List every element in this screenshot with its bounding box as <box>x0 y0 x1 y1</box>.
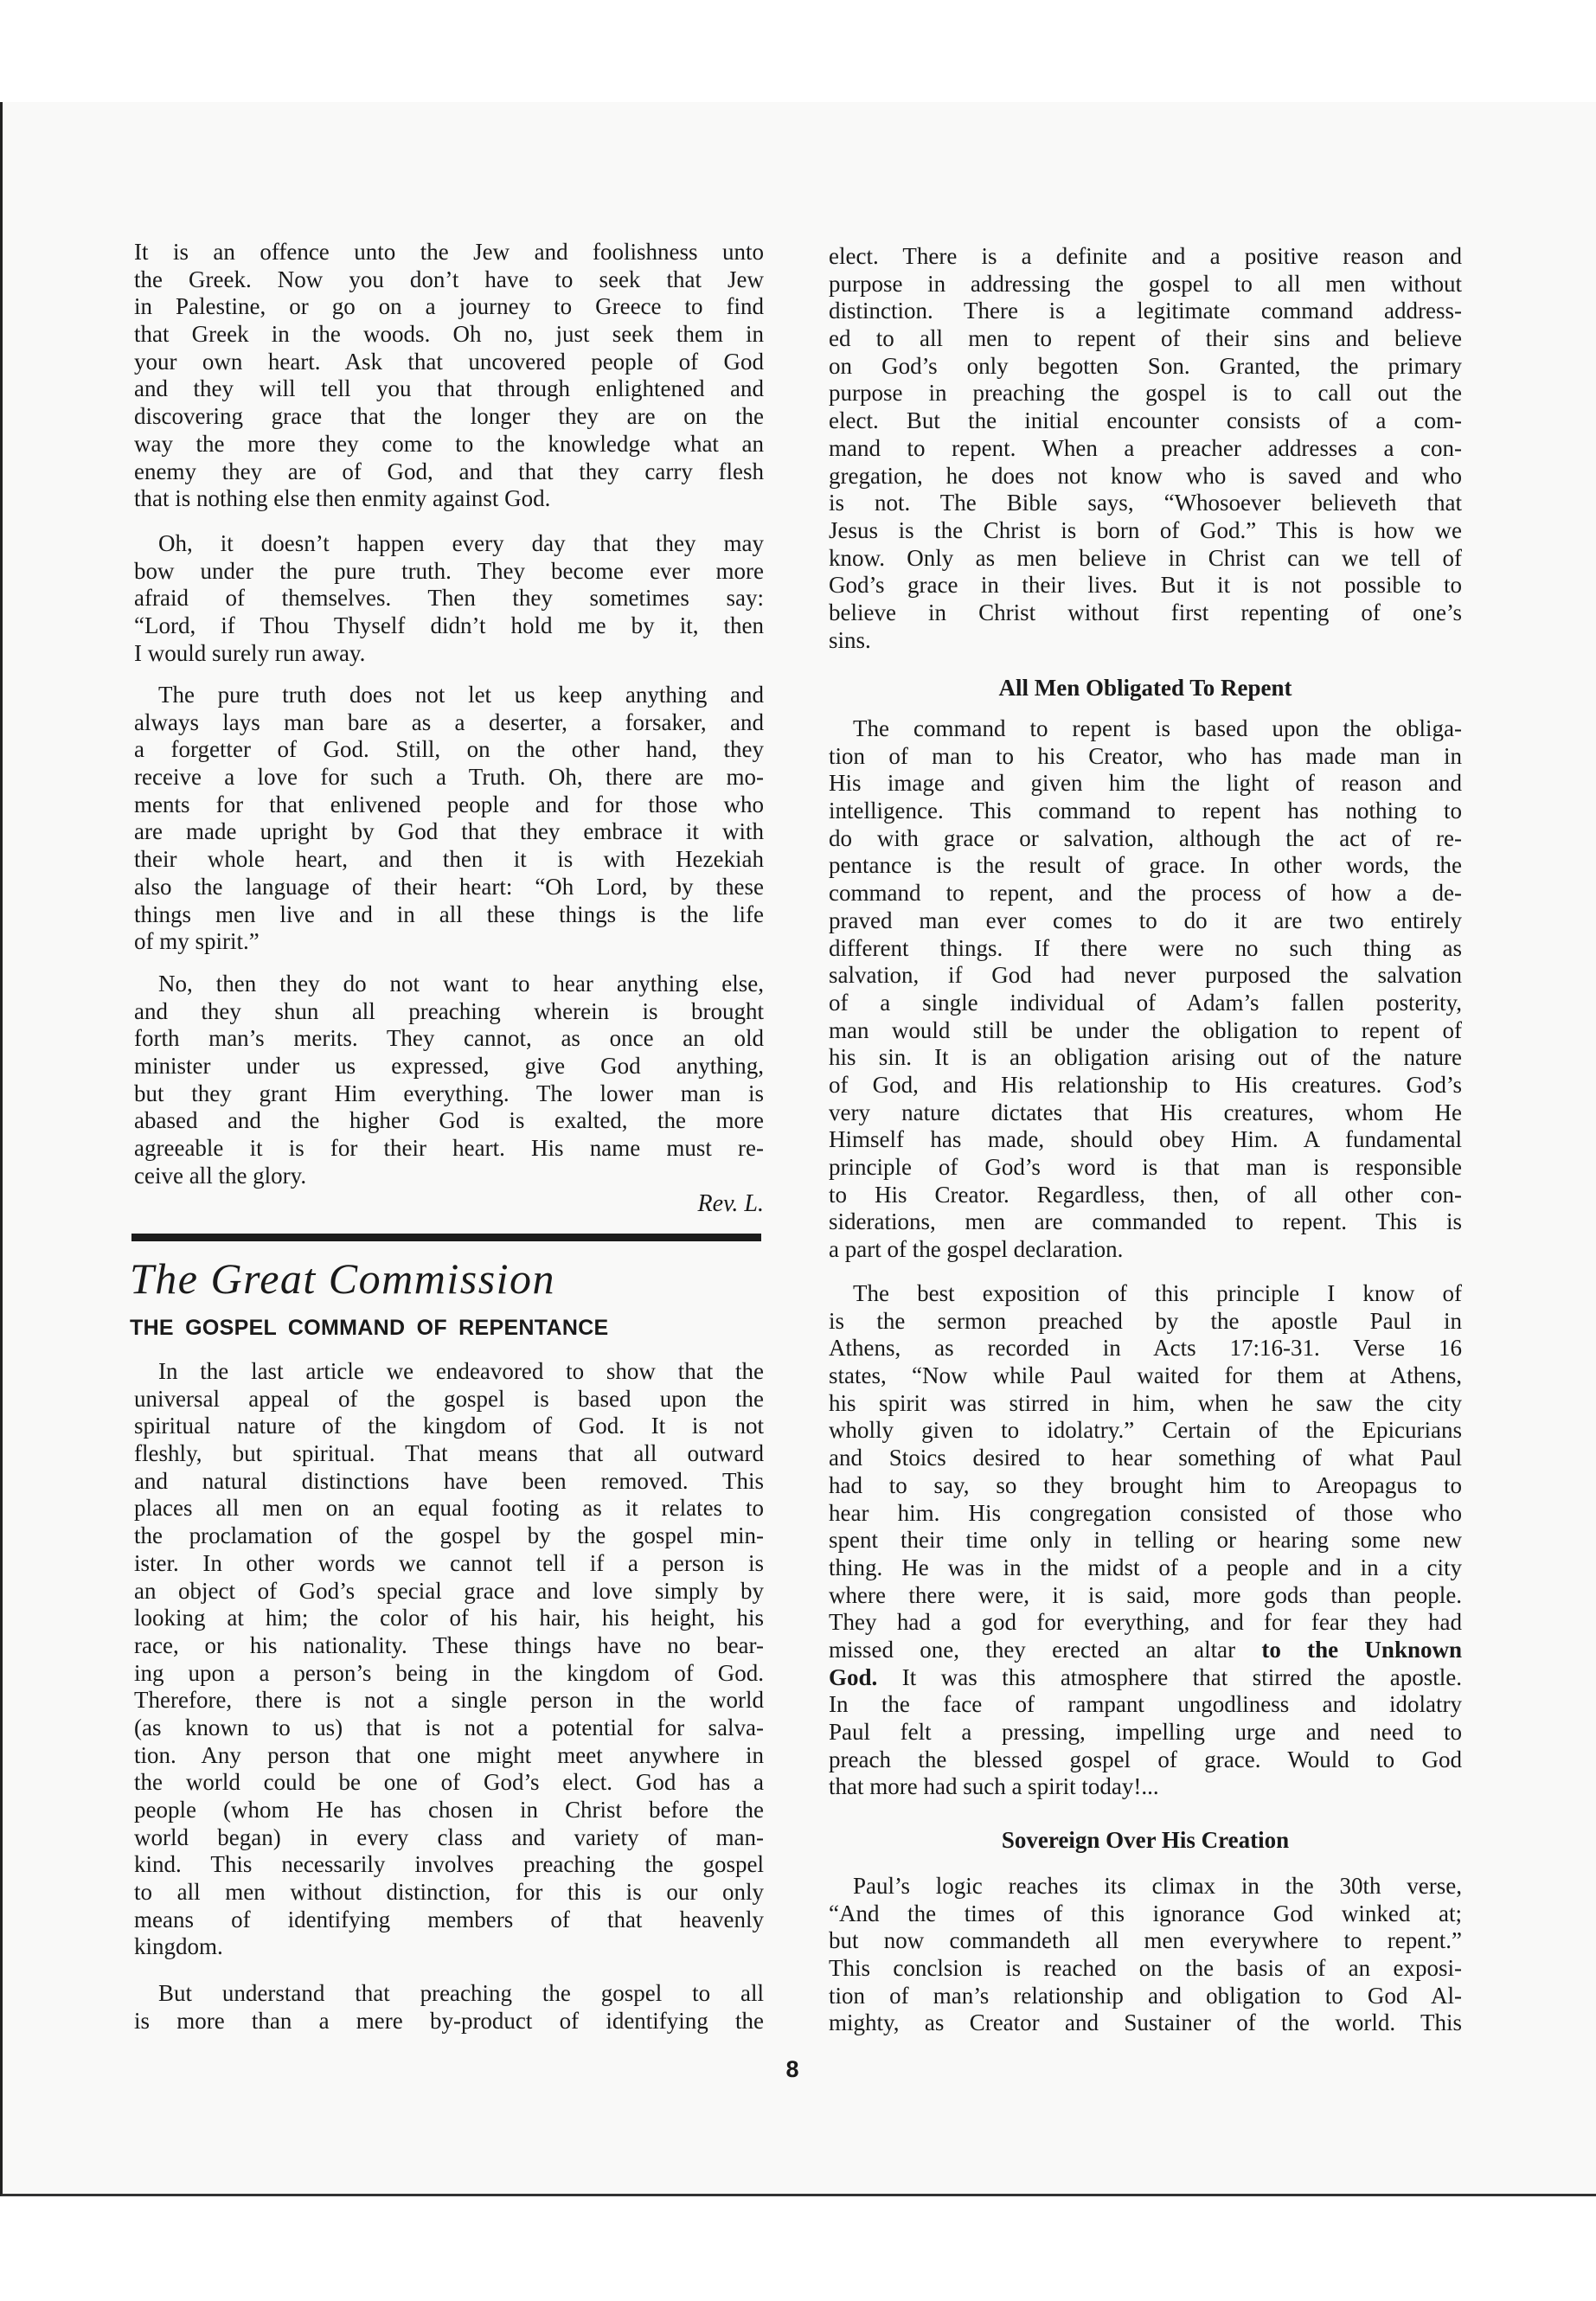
text-line: receive a love for such a Truth. Oh, there are mo- <box>134 764 764 791</box>
text-line: The command to repent is based upon the obliga- <box>853 715 1462 741</box>
text-line: very nature dictates that His creatures, whom He <box>829 1099 1462 1125</box>
text-line: In the last article we endeavored to show that the <box>158 1358 764 1384</box>
text-line: his sin. It is an obligation arising out of the nature <box>829 1044 1462 1071</box>
text-line: ments for that enlivened people and for those who <box>134 791 764 817</box>
text-line: is more than a mere by-product of identifying the <box>134 2007 764 2034</box>
text-line: but now commandeth all men everywhere to repent.” <box>829 1927 1462 1954</box>
text-line: tion of man’s relationship and obligation to God Al- <box>829 1982 1462 2009</box>
text-line: but they grant Him everything. The lower man is <box>134 1080 764 1106</box>
text-line: looking at him; the color of his hair, his height, his <box>134 1605 764 1631</box>
author-signature: Rev. L. <box>697 1190 764 1217</box>
paragraph <box>134 1358 764 1961</box>
section-title: The Great Commission <box>130 1254 556 1303</box>
text-line: also the language of their heart: “Oh Lord, by these <box>134 873 764 900</box>
paragraph <box>829 243 1462 654</box>
text-line: pentance is the result of grace. In other words, the <box>829 852 1462 879</box>
paragraph <box>829 1873 1462 2037</box>
bold-text: to the Unknown <box>1261 1636 1462 1663</box>
text-line: things men live and in all these things is the life <box>134 901 764 927</box>
text-line: The pure truth does not let us keep anything and <box>158 682 764 708</box>
text-line: that is nothing else then enmity against God. <box>134 485 551 512</box>
text-line: kingdom. <box>134 1933 223 1960</box>
text-line: ing upon a person’s being in the kingdom of God. <box>134 1659 764 1686</box>
text-line: sins. <box>829 626 871 653</box>
text-line: God’s grace in their lives. But it is not possible to <box>829 572 1462 599</box>
text-line: But understand that preaching the gospel to all <box>158 1980 764 2006</box>
text-line: praved man ever comes to do it are two entirely <box>829 907 1462 933</box>
text-line: Paul felt a pressing, impelling urge and need to <box>829 1719 1462 1745</box>
paragraph <box>134 1980 764 2035</box>
text-line: mighty, as Creator and Sustainer of the world. This <box>829 2009 1462 2036</box>
text-line: The best exposition of this principle I know of <box>853 1280 1462 1306</box>
text-line: siderations, men are commanded to repent. This is <box>829 1208 1462 1235</box>
text-line: states, “Now while Paul waited for them at Athens, <box>829 1362 1462 1389</box>
text-line: a forgetter of God. Still, on the other hand, they <box>134 736 764 763</box>
bold-text: God. <box>829 1663 878 1690</box>
text-line: is not. The Bible says, “Whosoever believeth that <box>829 490 1462 516</box>
text-line: purpose in addressing the gospel to all men without <box>829 270 1462 297</box>
paragraph <box>134 971 764 1190</box>
text-line: ed to all men to repent of their sins and believe <box>829 325 1462 352</box>
text-line: intelligence. This command to repent has nothing to <box>829 798 1462 824</box>
text-line: distinction. There is a legitimate command address- <box>829 298 1462 324</box>
text-line: No, then they do not want to hear anything else, <box>158 971 764 997</box>
text-line: to all men without distinction, for this is our only <box>134 1879 764 1906</box>
text-line: Himself has made, should obey Him. A fundamental <box>829 1126 1462 1153</box>
text-line: believe in Christ without first repenting of one’s <box>829 599 1462 625</box>
page-number: 8 <box>785 2056 799 2082</box>
text-line: kind. This necessarily involves preaching the gospel <box>134 1851 764 1878</box>
text-line: universal appeal of the gospel is based upon the <box>134 1385 764 1412</box>
text-line: His image and given him the light of reason and <box>829 770 1462 797</box>
text-line: know. Only as men believe in Christ can we tell of <box>829 544 1462 571</box>
text-line: fleshly, but spiritual. That means that all outward <box>134 1440 764 1467</box>
text-line: an object of God’s special grace and love simply by <box>134 1577 764 1604</box>
text-line: principle of God’s word is that man is responsible <box>829 1154 1462 1180</box>
text-line: ceive all the glory. <box>134 1162 307 1189</box>
text-line: had to say, so they brought him to Areopagus to <box>829 1471 1462 1498</box>
text-line: “And the times of this ignorance God winked at; <box>829 1900 1462 1926</box>
text-line: where there were, it is said, more gods than people. <box>829 1581 1462 1608</box>
text-line: in Palestine, or go on a journey to Greece to find <box>134 293 764 320</box>
text-line: (as known to us) that is not a potential for salva- <box>134 1714 764 1740</box>
text-line: salvation, if God had never purposed the salvation <box>829 962 1462 989</box>
text-line: spent their time only in telling or hearing some new <box>829 1527 1462 1554</box>
text-line: and natural distinctions have been removed. This <box>134 1467 764 1494</box>
text-line: enemy they are of God, and that they carry flesh <box>134 458 764 484</box>
text-line: command to repent, and the process of how a de- <box>829 880 1462 907</box>
text-line: minister under us expressed, give God anything, <box>134 1053 764 1080</box>
text-line: to His Creator. Regardless, then, of all other con- <box>829 1181 1462 1208</box>
text-line: always lays man bare as a deserter, a forsaker, and <box>134 708 764 735</box>
text-line: bow under the pure truth. They become ever more <box>134 557 764 584</box>
text-line: do with grace or salvation, although the act of re- <box>829 824 1462 851</box>
paragraph <box>829 715 1462 1264</box>
text-line: abased and the higher God is exalted, the more <box>134 1107 764 1134</box>
text-line: In the face of rampant ungodliness and idolatry <box>829 1691 1462 1718</box>
text-line: the proclamation of the gospel by the gospel min- <box>134 1522 764 1549</box>
text-line: of God, and His relationship to His creatures. God’s <box>829 1071 1462 1098</box>
text-line: “Lord, if Thou Thyself didn’t hold me by it, then <box>134 612 764 639</box>
text-line: They had a god for everything, and for fear they had <box>829 1609 1462 1636</box>
text-line: world began) in every class and variety of man- <box>134 1823 764 1850</box>
text-line: are made upright by God that they embrace it with <box>134 818 764 845</box>
text-line: race, or his nationality. These things have no bear- <box>134 1631 764 1658</box>
text-line: Athens, as recorded in Acts 17:16-31. Verse 16 <box>829 1335 1462 1362</box>
text-line: afraid of themselves. Then they sometimes say: <box>134 585 764 612</box>
text-line: purpose in preaching the gospel is to call out the <box>829 380 1462 407</box>
text-line: wholly given to idolatry.” Certain of the Epicurians <box>829 1417 1462 1444</box>
text-line: spiritual nature of the kingdom of God. It is not <box>134 1413 764 1439</box>
text-segment: It was this atmosphere that stirred the apostle. <box>877 1663 1462 1690</box>
text-line: their whole heart, and then it is with Hezekiah <box>134 846 764 873</box>
paragraph <box>134 682 764 956</box>
text-line: the Greek. Now you don’t have to seek that Jew <box>134 266 764 292</box>
text-line: mand to repent. When a preacher addresses a con- <box>829 434 1462 461</box>
text-line: Therefore, there is not a single person in the world <box>134 1687 764 1714</box>
text-line: agreeable it is for their heart. His name must re- <box>134 1135 764 1162</box>
subheading: All Men Obligated To Repent <box>998 675 1292 701</box>
text-line: and they will tell you that through enlightened and <box>134 375 764 402</box>
text-line: and they shun all preaching wherein is brought <box>134 997 764 1024</box>
paragraph <box>134 530 764 667</box>
text-line: and Stoics desired to hear something of what Paul <box>829 1445 1462 1471</box>
text-line <box>829 1664 1462 1692</box>
text-line: way the more they come to the knowledge what an <box>134 430 764 457</box>
text-line: ister. In other words we cannot tell if a person is <box>134 1549 764 1576</box>
text-line: It is an offence unto the Jew and foolishness unto <box>134 239 764 265</box>
text-line: Oh, it doesn’t happen every day that they may <box>158 530 764 556</box>
text-line: on God’s only begotten Son. Granted, the primary <box>829 352 1462 379</box>
text-line: places all men on an equal footing as it relates to <box>134 1495 764 1522</box>
text-line: This conclsion is reached on the basis of an exposi- <box>829 1955 1462 1982</box>
text-line: his spirit was stirred in him, when he saw the city <box>829 1389 1462 1416</box>
text-line: I would surely run away. <box>134 639 366 666</box>
text-line: tion. Any person that one might meet anywhere in <box>134 1741 764 1768</box>
subheading: Sovereign Over His Creation <box>1001 1827 1290 1853</box>
text-line: is the sermon preached by the apostle Paul in <box>829 1307 1462 1334</box>
text-line: elect. There is a definite and a positive reason and <box>829 243 1462 269</box>
text-line: different things. If there were no such thing as <box>829 934 1462 961</box>
text-line: preach the blessed gospel of grace. Would to God <box>829 1746 1462 1772</box>
text-line: elect. But the initial encounter consists of a com- <box>829 407 1462 434</box>
text-line: tion of man to his Creator, who has made man in <box>829 742 1462 769</box>
text-line: hear him. His congregation consisted of those who <box>829 1499 1462 1526</box>
text-line: the world could be one of God’s elect. God has a <box>134 1769 764 1796</box>
text-line: means of identifying members of that heavenly <box>134 1906 764 1932</box>
text-line: gregation, he does not know who is saved and who <box>829 462 1462 489</box>
text-line: discovering grace that the longer they are on the <box>134 403 764 430</box>
section-divider <box>131 1234 761 1241</box>
paragraph <box>829 1280 1462 1801</box>
text-line <box>829 1637 1462 1664</box>
paragraph <box>134 239 764 513</box>
text-line: man would still be under the obligation to repent of <box>829 1016 1462 1043</box>
text-line: your own heart. Ask that uncovered people of God <box>134 348 764 375</box>
text-line: of a single individual of Adam’s fallen posterity, <box>829 989 1462 1016</box>
text-line: that more had such a spirit today!... <box>829 1773 1159 1800</box>
text-segment: missed one, they erected an altar <box>829 1636 1262 1663</box>
text-line: Paul’s logic reaches its climax in the 30th verse, <box>853 1873 1462 1899</box>
article-heading: THE GOSPEL COMMAND OF REPENTANCE <box>130 1316 609 1340</box>
text-line: a part of the gospel declaration. <box>829 1236 1124 1263</box>
text-line: of my spirit.” <box>134 928 260 955</box>
text-line: people (whom He has chosen in Christ before the <box>134 1797 764 1823</box>
text-line: forth man’s merits. They cannot, as once an old <box>134 1025 764 1052</box>
text-line: thing. He was in the midst of a people and in a city <box>829 1554 1462 1580</box>
text-line: that Greek in the woods. Oh no, just seek them in <box>134 321 764 348</box>
text-line: Jesus is the Christ is born of God.” This is how we <box>829 516 1462 543</box>
